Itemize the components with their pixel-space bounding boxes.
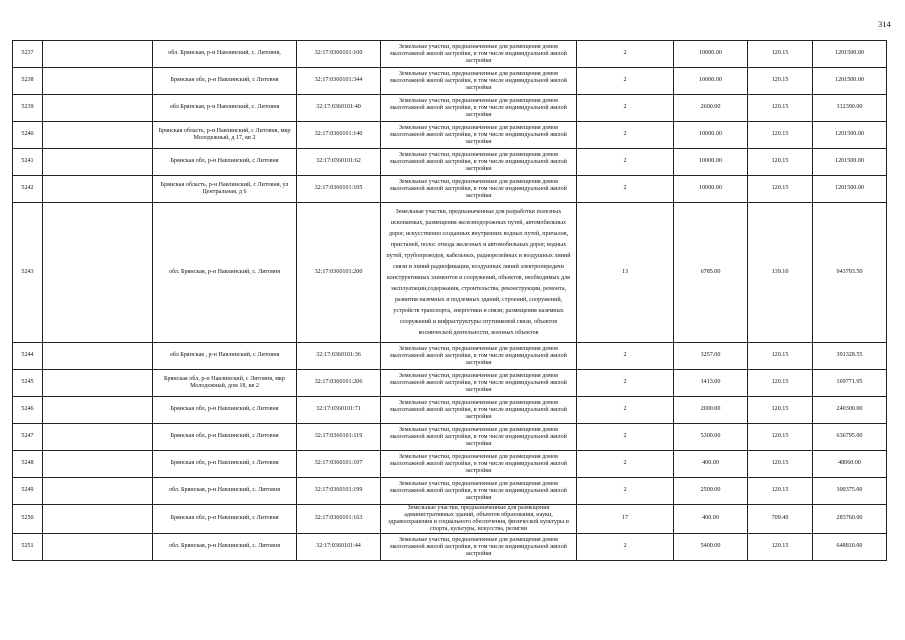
table-row — [13, 397, 887, 424]
cell-row-number: 5244 — [13, 343, 43, 370]
cell-row-number: 5248 — [13, 451, 43, 478]
cell-cadastral-number: 32:17:0360101:163 — [297, 505, 381, 534]
cell-area: 5300.00 — [674, 424, 748, 451]
cell-row-number: 5239 — [13, 95, 43, 122]
cell-cadastral-number: 32:17:0360101:71 — [297, 397, 381, 424]
cell-land-use-purpose: Земельные участки, предназначенные для размещения домов малоэтажной жилой застройки, в том числе индивидуальной жилой застройки — [381, 451, 577, 478]
table-row — [13, 122, 887, 149]
cell-area: 2500.00 — [674, 478, 748, 505]
cell-cadastral-value: 300375.00 — [813, 478, 887, 505]
cell-blank — [43, 505, 153, 534]
cell-address: Брянская обл, р-н Навлинский, с Литовня — [153, 505, 297, 534]
cell-row-number: 5241 — [13, 149, 43, 176]
cell-address: обл. Брянская, р-н Навлинский, с. Литовня — [153, 534, 297, 561]
cell-area: 10000.00 — [674, 41, 748, 68]
cell-cadastral-value: 1201500.00 — [813, 149, 887, 176]
cell-cadastral-value: 1201500.00 — [813, 176, 887, 203]
cell-land-use-purpose: Земельные участки, предназначенные для размещения домов малоэтажной жилой застройки, в том числе индивидуальной жилой застройки — [381, 397, 577, 424]
cell-rate: 120.15 — [748, 451, 813, 478]
cell-cadastral-number: 32:17:0360101:140 — [297, 122, 381, 149]
cell-rate: 120.15 — [748, 370, 813, 397]
cell-rate: 120.15 — [748, 149, 813, 176]
cell-use-code: 2 — [577, 534, 674, 561]
cell-cadastral-value: 1201500.00 — [813, 68, 887, 95]
cell-rate: 120.15 — [748, 41, 813, 68]
cell-cadastral-number: 32:17:0360101:200 — [297, 203, 381, 343]
cell-cadastral-value: 1201500.00 — [813, 41, 887, 68]
cell-blank — [43, 424, 153, 451]
cell-area: 10000.00 — [674, 149, 748, 176]
cell-row-number: 5249 — [13, 478, 43, 505]
cell-area: 2000.00 — [674, 397, 748, 424]
cell-address: Брянская обл, р-н Навлинский, с Литовня — [153, 68, 297, 95]
table-row — [13, 478, 887, 505]
cell-row-number: 5237 — [13, 41, 43, 68]
cell-area: 3257.00 — [674, 343, 748, 370]
cell-cadastral-value: 648810.00 — [813, 534, 887, 561]
cell-row-number: 5238 — [13, 68, 43, 95]
cell-row-number: 5247 — [13, 424, 43, 451]
cell-land-use-purpose: Земельные участки, предназначенные для размещения домов малоэтажной жилой застройки, в том числе индивидуальной жилой застройки — [381, 343, 577, 370]
cell-use-code: 2 — [577, 68, 674, 95]
cell-use-code: 2 — [577, 95, 674, 122]
cell-area: 400.00 — [674, 505, 748, 534]
cell-cadastral-value: 943793.50 — [813, 203, 887, 343]
cell-cadastral-number: 32:17:0360101:105 — [297, 176, 381, 203]
cell-use-code: 2 — [577, 424, 674, 451]
cell-blank — [43, 397, 153, 424]
cell-cadastral-number: 32:17:0360101:119 — [297, 424, 381, 451]
cell-land-use-purpose: Земельные участки, предназначенные для размещения домов малоэтажной жилой застройки, в том числе индивидуальной жилой застройки — [381, 122, 577, 149]
cell-land-use-purpose: Земельные участки, предназначенные для размещения домов малоэтажной жилой застройки, в том числе индивидуальной жилой застройки — [381, 534, 577, 561]
cell-blank — [43, 149, 153, 176]
cell-area: 10000.00 — [674, 176, 748, 203]
cell-land-use-purpose: Земельные участки, предназначенные для размещения домов малоэтажной жилой застройки, в том числе индивидуальной жилой застройки — [381, 478, 577, 505]
cell-cadastral-number: 32:17:0360101:344 — [297, 68, 381, 95]
cell-area: 10000.00 — [674, 122, 748, 149]
cell-row-number: 5250 — [13, 505, 43, 534]
cell-blank — [43, 451, 153, 478]
table-row — [13, 343, 887, 370]
cell-cadastral-number: 32:17:0360101:107 — [297, 451, 381, 478]
cell-address: Брянская обл, р-н Навлинский, с Литовня — [153, 424, 297, 451]
table-row — [13, 424, 887, 451]
cell-rate: 120.15 — [748, 424, 813, 451]
cell-use-code: 2 — [577, 397, 674, 424]
cell-rate: 120.15 — [748, 343, 813, 370]
cell-address: обл. Брянская, р-н Навлинский, с. Литовня — [153, 203, 297, 343]
cell-address: обл Брянская , р-н Навлинский, с Литовня — [153, 343, 297, 370]
cell-area: 6785.00 — [674, 203, 748, 343]
cell-cadastral-number: 32:17:0360101:199 — [297, 478, 381, 505]
cell-cadastral-number: 32:17:0360101:36 — [297, 343, 381, 370]
cell-blank — [43, 95, 153, 122]
cell-land-use-purpose: Земельные участки, предназначенные для разработки полезных ископаемых, размещения железнодорожных путей, автомобильных дорог, искусственно созданных внутренних водных путей, причалов, пристаней, полос отвода железных и автомобильных дорог, водных путей, трубопроводов, кабельных, радиорелейных и воздушных линий связи и линий радиофикации, воздушных линий электропередачи конструктивных элементов и сооружений, объектов, необходимых для эксплуатации,содержания, строительства, реконструкции, ремонта, развития наземных и подземных зданий, строений, сооружений, устройств транспорта, энергетики и связи; размещения наземных сооружений и инфраструктуры спутниковой связи, объектов космической деятельности, военных объектов — [381, 203, 577, 343]
cell-land-use-purpose: Земельные участки, предназначенные для размещения домов малоэтажной жилой застройки, в том числе индивидуальной жилой застройки — [381, 41, 577, 68]
cell-blank — [43, 534, 153, 561]
cell-cadastral-value: 312390.00 — [813, 95, 887, 122]
cell-cadastral-value: 48060.00 — [813, 451, 887, 478]
cell-blank — [43, 41, 153, 68]
cell-row-number: 5251 — [13, 534, 43, 561]
cell-address: Брянская обл, р-н Навлинский, с Литовня, мкр Молодежный, дом 18, кв 2 — [153, 370, 297, 397]
cell-rate: 120.15 — [748, 122, 813, 149]
cell-address: Брянская обл, р-н Навлинский, с Литовня — [153, 397, 297, 424]
cell-row-number: 5243 — [13, 203, 43, 343]
table-row — [13, 451, 887, 478]
cell-blank — [43, 122, 153, 149]
cell-cadastral-value: 169771.95 — [813, 370, 887, 397]
table-row — [13, 370, 887, 397]
cell-blank — [43, 203, 153, 343]
cell-blank — [43, 68, 153, 95]
cell-use-code: 2 — [577, 370, 674, 397]
table-row — [13, 176, 887, 203]
cell-cadastral-number: 32:17:0360101:100 — [297, 41, 381, 68]
cell-rate: 139.10 — [748, 203, 813, 343]
cell-land-use-purpose: Земельные участки, предназначенные для размещения домов малоэтажной жилой застройки, в том числе индивидуальной жилой застройки — [381, 176, 577, 203]
cell-use-code: 2 — [577, 176, 674, 203]
cell-cadastral-number: 32:17:0360101:62 — [297, 149, 381, 176]
cell-use-code: 2 — [577, 478, 674, 505]
land-registry-table — [12, 40, 887, 561]
cell-row-number: 5245 — [13, 370, 43, 397]
cell-cadastral-number: 32:17:0360101:206 — [297, 370, 381, 397]
cell-cadastral-value: 391328.55 — [813, 343, 887, 370]
cell-area: 2600.00 — [674, 95, 748, 122]
cell-use-code: 13 — [577, 203, 674, 343]
cell-land-use-purpose: Земельные участки, предназначенные для размещения домов малоэтажной жилой застройки, в том числе индивидуальной жилой застройки — [381, 68, 577, 95]
table-row — [13, 41, 887, 68]
cell-use-code: 2 — [577, 343, 674, 370]
cell-land-use-purpose: Земельные участки, предназначенные для размещения домов малоэтажной жилой застройки, в том числе индивидуальной жилой застройки — [381, 370, 577, 397]
cell-address: Брянская область, р-н Навлинский, с Литовня, ул Центральная, д 6 — [153, 176, 297, 203]
cell-use-code: 17 — [577, 505, 674, 534]
cell-blank — [43, 343, 153, 370]
cell-blank — [43, 370, 153, 397]
table-row — [13, 68, 887, 95]
table-row — [13, 95, 887, 122]
cell-rate: 120.15 — [748, 176, 813, 203]
cell-address: обл Брянская, р-н Навлинский, с. Литовня — [153, 95, 297, 122]
cell-cadastral-value: 240300.00 — [813, 397, 887, 424]
table-row — [13, 505, 887, 534]
cell-cadastral-value: 636795.00 — [813, 424, 887, 451]
cell-address: обл. Брянская, р-н Навлинский, с. Литовня, — [153, 41, 297, 68]
cell-rate: 120.15 — [748, 95, 813, 122]
cell-use-code: 2 — [577, 451, 674, 478]
cell-rate: 120.15 — [748, 397, 813, 424]
cell-rate: 120.15 — [748, 478, 813, 505]
cell-land-use-purpose: Земельные участки, предназначенные для размещения домов малоэтажной жилой застройки, в том числе индивидуальной жилой застройки — [381, 424, 577, 451]
cell-row-number: 5240 — [13, 122, 43, 149]
table-row — [13, 203, 887, 343]
cell-cadastral-number: 32:17:0360101:44 — [297, 534, 381, 561]
cell-address: Брянская область, р-н Навлинский, с Литовня, мкр Молодежный, д 17, кв 2 — [153, 122, 297, 149]
cell-use-code: 2 — [577, 149, 674, 176]
cell-address: обл. Брянская, р-н Навлинский, с. Литовня — [153, 478, 297, 505]
cell-row-number: 5246 — [13, 397, 43, 424]
table-row — [13, 534, 887, 561]
cell-rate: 709.40 — [748, 505, 813, 534]
cell-rate: 120.15 — [748, 534, 813, 561]
cell-rate: 120.15 — [748, 68, 813, 95]
cell-use-code: 2 — [577, 41, 674, 68]
cell-address: Брянская обл, р-н Навлинский, с Литовня — [153, 149, 297, 176]
cell-land-use-purpose: Земельные участки, предназначенные для размещения домов малоэтажной жилой застройки, в том числе индивидуальной жилой застройки — [381, 95, 577, 122]
cell-cadastral-value: 283760.00 — [813, 505, 887, 534]
cell-area: 10000.00 — [674, 68, 748, 95]
cell-cadastral-value: 1201500.00 — [813, 122, 887, 149]
cell-land-use-purpose: Земельные участки, предназначенные для размещения домов малоэтажной жилой застройки, в том числе индивидуальной жилой застройки — [381, 149, 577, 176]
cell-blank — [43, 176, 153, 203]
cell-area: 5400.00 — [674, 534, 748, 561]
cell-land-use-purpose: Земельные участки, предназначенные для размещения административных зданий, объектов образования, науки, здравоохранения и социального обеспечения, физической культуры и спорта, культуры, искусства, религии — [381, 505, 577, 534]
table-body — [13, 41, 887, 561]
table-row — [13, 149, 887, 176]
cell-cadastral-number: 32:17:0360101:40 — [297, 95, 381, 122]
cell-row-number: 5242 — [13, 176, 43, 203]
cell-address: Брянская обл, р-н Навлинский, с Литовня — [153, 451, 297, 478]
cell-area: 1413.00 — [674, 370, 748, 397]
page-number: 314 — [878, 19, 891, 29]
cell-use-code: 2 — [577, 122, 674, 149]
cell-area: 400.00 — [674, 451, 748, 478]
cell-blank — [43, 478, 153, 505]
